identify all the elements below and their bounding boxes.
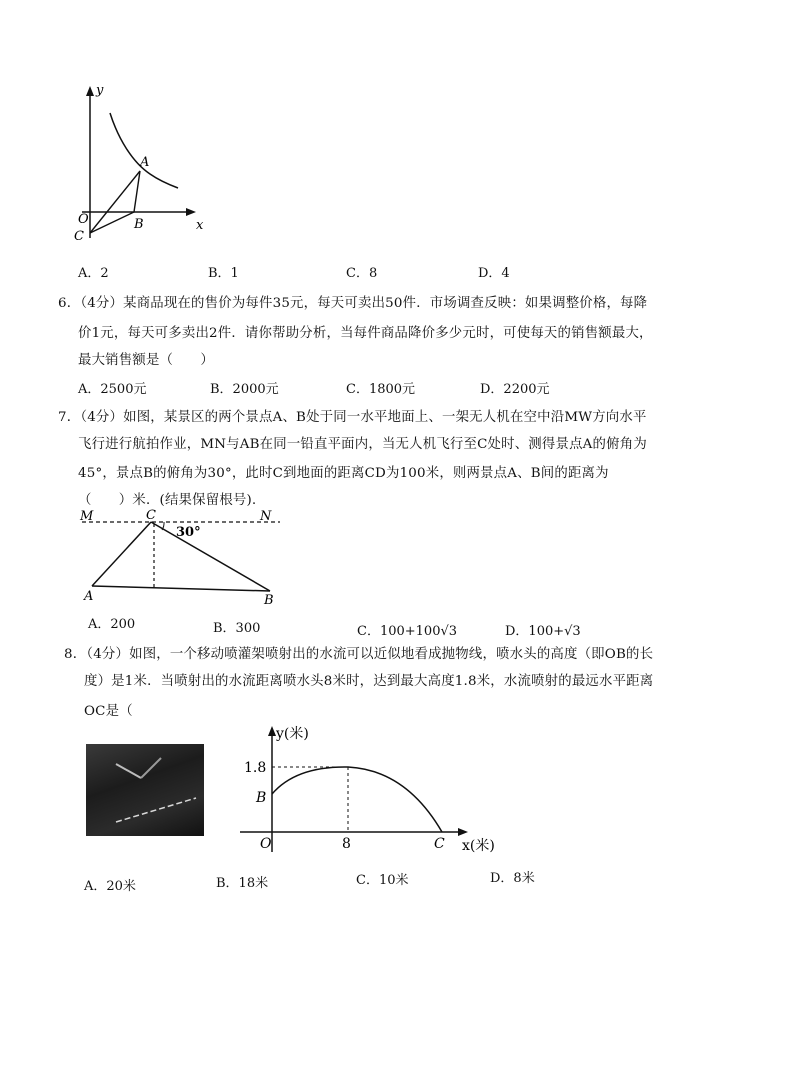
q7-label-n: N <box>260 509 272 524</box>
q5-y-label: y <box>96 83 104 98</box>
q7-option-c[interactable]: C．100+100√3 <box>357 624 458 639</box>
q5-point-b: B <box>134 217 144 232</box>
q7-text-line-3: 45°，景点B的俯角为30°，此时C到地面的距离CD为100米，则两景点A、B间的距离为 <box>78 466 609 481</box>
q8-option-d[interactable]: D．8米 <box>490 871 535 886</box>
q6-option-d[interactable]: D．2200元 <box>480 382 550 397</box>
q7-text-line-4: （ ）米．(结果保留根号). <box>78 493 257 508</box>
q8-x-tick: 8 <box>342 836 351 852</box>
q7-figure <box>76 508 286 608</box>
q5-option-c[interactable]: C．8 <box>346 266 378 281</box>
q5-option-a[interactable]: A．2 <box>78 266 109 281</box>
sprinkler-photo <box>86 744 204 836</box>
q8-y-label: y(米) <box>276 726 309 742</box>
q5-point-c: C <box>74 229 84 244</box>
q6-text-line-1: 6．（4分）某商品现在的售价为每件35元，每天可卖出50件．市场调查反映：如果调整价格，每降 <box>58 296 648 311</box>
q8-text-line-2: 度）是1米．当喷射出的水流距离喷水头8米时，达到最大高度1.8米，水流喷射的最远水平距离 <box>84 674 654 689</box>
q5-option-b[interactable]: B．1 <box>208 266 239 281</box>
q8-option-a[interactable]: A．20米 <box>84 879 136 894</box>
q7-label-m: M <box>80 509 94 524</box>
q7-label-c: C <box>146 508 156 523</box>
q5-figure <box>60 78 220 248</box>
q7-label-a: A <box>84 589 94 604</box>
q7-text-line-1: 7．（4分）如图，某景区的两个景点A、B处于同一水平地面上、一架无人机在空中沿MW方向水平 <box>58 410 647 425</box>
q8-label-o: O <box>260 836 272 852</box>
parabola-curve <box>272 767 442 832</box>
q7-angle-label: 30° <box>176 525 201 540</box>
q7-text-line-2: 飞行进行航拍作业，MN与AB在同一铅直平面内，当无人机飞行至C处时、测得景点A的俯角为 <box>78 437 647 452</box>
q6-option-c[interactable]: C．1800元 <box>346 382 416 397</box>
q7-option-b[interactable]: B．300 <box>213 621 261 636</box>
q5-point-a: A <box>140 155 150 170</box>
q6-text-line-2: 价1元，每天可多卖出2件．请你帮助分析，当每件商品降价多少元时，可使每天的销售额最大， <box>78 326 653 341</box>
q5-option-d[interactable]: D．4 <box>478 266 510 281</box>
q8-figure <box>236 722 506 856</box>
q5-point-o: O <box>78 212 89 227</box>
q8-y-tick: 1.8 <box>244 760 267 776</box>
q6-option-a[interactable]: A．2500元 <box>78 382 147 397</box>
q5-x-label: x <box>196 218 204 233</box>
q6-text-line-3: 最大销售额是（ ） <box>78 353 214 368</box>
q8-label-c: C <box>434 836 445 852</box>
q8-option-b[interactable]: B．18米 <box>216 876 269 891</box>
q8-text-line-3: OC是（ <box>84 704 133 719</box>
q8-x-label: x(米) <box>462 838 495 854</box>
q8-label-b: B <box>256 790 267 806</box>
q8-text-line-1: 8．（4分）如图，一个移动喷灌架喷射出的水流可以近似地看成抛物线，喷水头的高度（即OB的长 <box>64 647 654 662</box>
q7-option-d[interactable]: D．100+√3 <box>505 624 581 639</box>
q6-option-b[interactable]: B．2000元 <box>210 382 279 397</box>
q8-option-c[interactable]: C．10米 <box>356 873 409 888</box>
q7-option-a[interactable]: A．200 <box>88 617 136 632</box>
hyperbola-curve <box>110 113 178 188</box>
q7-label-b: B <box>264 593 274 608</box>
